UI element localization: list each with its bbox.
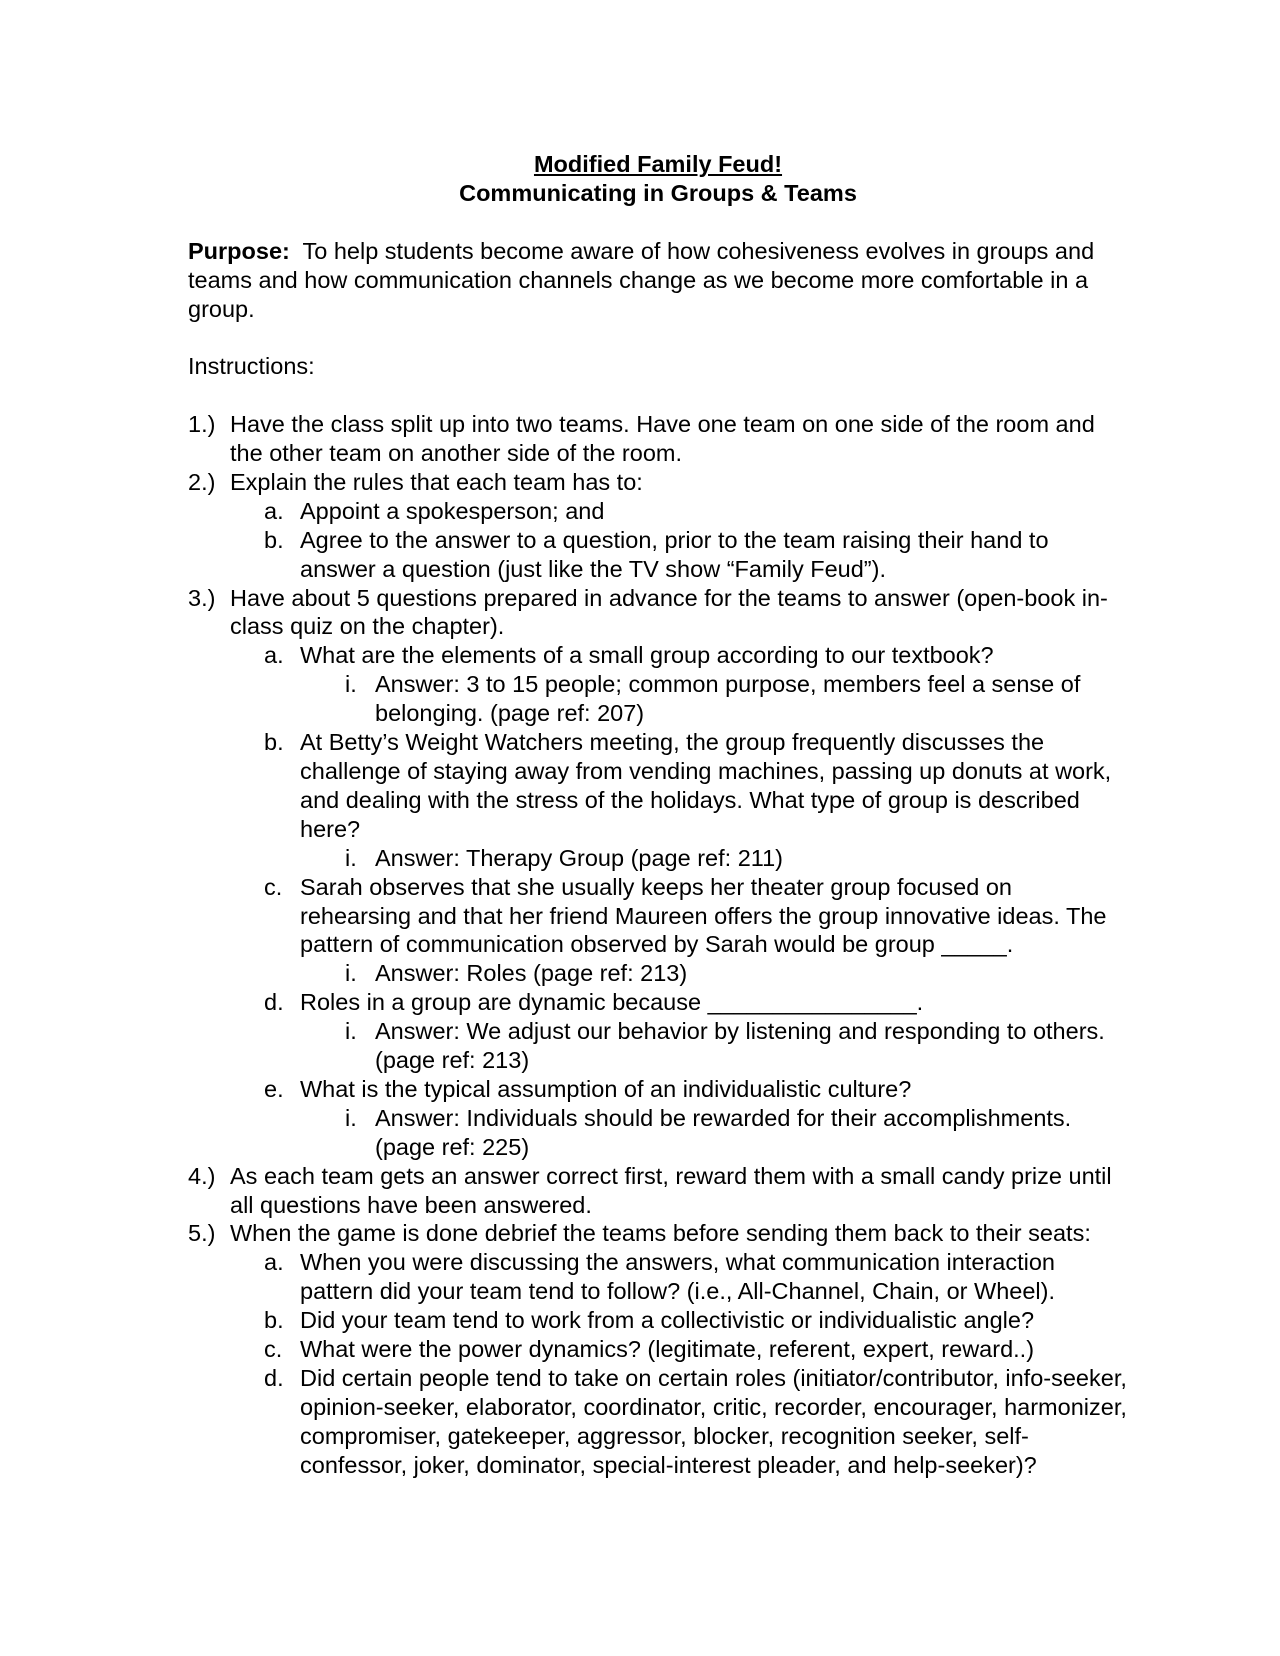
debrief-marker: a. — [264, 1249, 284, 1276]
question-item — [264, 988, 1128, 1075]
sub-marker: b. — [264, 526, 284, 553]
debrief-text: When you were discussing the answers, what communication interaction pattern did your team tend to follow? (i.e., All-Channel, Chain, or Wheel). — [300, 1249, 1055, 1305]
question-text: At Betty’s Weight Watchers meeting, the group frequently discusses the challenge of staying away from vending machines, passing up donuts at work, and dealing with the stress of the holidays. What type of group is described here? — [300, 729, 1112, 842]
question-text: Roles in a group are dynamic because ________________. — [300, 989, 924, 1016]
debrief-item — [264, 1248, 1128, 1306]
answer-item — [345, 844, 1128, 873]
debrief-text: Did your team tend to work from a collectivistic or individualistic angle? — [300, 1307, 1035, 1334]
step-item — [188, 1219, 1128, 1479]
step-text: When the game is done debrief the teams before sending them back to their seats: — [230, 1220, 1091, 1247]
sub-list — [230, 497, 1128, 584]
answer-marker: i. — [345, 844, 357, 871]
answer-list — [300, 1104, 1128, 1162]
purpose-text: To help students become aware of how cohesiveness evolves in groups and teams and how communication channels change as we become more comfortable in a group. — [188, 237, 1095, 322]
step-marker: 2.) — [188, 468, 216, 495]
document-title: Modified Family Feud! — [533, 151, 783, 177]
step-item — [188, 468, 1128, 584]
sub-marker: a. — [264, 497, 284, 524]
question-marker: b. — [264, 729, 284, 756]
debrief-item — [264, 1306, 1128, 1335]
question-list — [230, 641, 1128, 1161]
debrief-text: Did certain people tend to take on certain roles (initiator/contributor, info-seeker, opinion-seeker, elaborator, coordinator, critic, recorder, encourager, harmonizer, compromiser, gatekeeper, aggressor, blocker, recognition seeker, self-confessor, joker, dominator, special-interest pleader, and help-seeker)? — [300, 1365, 1127, 1478]
step-marker: 3.) — [188, 584, 216, 611]
debrief-item — [264, 1364, 1128, 1480]
answer-item — [345, 1017, 1128, 1075]
answer-marker: i. — [345, 960, 357, 987]
answer-text: Answer: We adjust our behavior by listening and responding to others. (page ref: 213) — [375, 1018, 1105, 1074]
answer-list — [300, 670, 1128, 728]
purpose-paragraph — [188, 237, 1128, 324]
answer-item — [345, 959, 1128, 988]
sub-text: Appoint a spokesperson; and — [300, 497, 605, 524]
debrief-list — [230, 1248, 1128, 1479]
step-text: Have about 5 questions prepared in advance for the teams to answer (open-book in-class quiz on the chapter). — [230, 584, 1108, 640]
question-marker: c. — [264, 873, 283, 900]
question-item — [264, 1075, 1128, 1162]
step-item — [188, 410, 1128, 468]
instructions-label: Instructions: — [188, 353, 315, 380]
question-text: What is the typical assumption of an individualistic culture? — [300, 1075, 912, 1102]
answer-text: Answer: Roles (page ref: 213) — [375, 960, 688, 987]
answer-marker: i. — [345, 671, 357, 698]
question-marker: e. — [264, 1075, 284, 1102]
document-page — [188, 150, 1128, 1480]
answer-text: Answer: 3 to 15 people; common purpose, members feel a sense of belonging. (page ref: 207) — [375, 671, 1081, 727]
step-text: Have the class split up into two teams. Have one team on one side of the room and the other team on another side of the room. — [230, 411, 1095, 467]
answer-text: Answer: Individuals should be rewarded for their accomplishments. (page ref: 225) — [375, 1104, 1072, 1160]
answer-list — [300, 1017, 1128, 1075]
answer-item — [345, 1104, 1128, 1162]
purpose-label: Purpose: — [188, 237, 290, 264]
question-item — [264, 728, 1128, 873]
question-text: What are the elements of a small group according to our textbook? — [300, 642, 994, 669]
debrief-item — [264, 1335, 1128, 1364]
answer-list — [300, 959, 1128, 988]
answer-item — [345, 670, 1128, 728]
answer-list — [300, 844, 1128, 873]
step-item — [188, 584, 1128, 1162]
debrief-text: What were the power dynamics? (legitimate, referent, expert, reward..) — [300, 1336, 1035, 1363]
step-marker: 5.) — [188, 1220, 216, 1247]
sub-item — [264, 526, 1128, 584]
question-text: Sarah observes that she usually keeps her theater group focused on rehearsing and that her friend Maureen offers the group innovative ideas. The pattern of communication observed by Sarah would be group _____. — [300, 873, 1107, 958]
step-marker: 4.) — [188, 1162, 216, 1189]
question-marker: d. — [264, 989, 284, 1016]
answer-text: Answer: Therapy Group (page ref: 211) — [375, 844, 783, 871]
sub-text: Agree to the answer to a question, prior to the team raising their hand to answer a question (just like the TV show “Family Feud”). — [300, 526, 1049, 582]
document-subtitle: Communicating in Groups & Teams — [459, 179, 857, 206]
step-text: As each team gets an answer correct first, reward them with a small candy prize until all questions have been answered. — [230, 1162, 1112, 1218]
question-item — [264, 873, 1128, 989]
step-marker: 1.) — [188, 411, 216, 438]
step-item — [188, 1162, 1128, 1220]
question-item — [264, 641, 1128, 728]
debrief-marker: d. — [264, 1365, 284, 1392]
answer-marker: i. — [345, 1104, 357, 1131]
answer-marker: i. — [345, 1018, 357, 1045]
question-marker: a. — [264, 642, 284, 669]
sub-item — [264, 497, 1128, 526]
instruction-steps — [188, 410, 1128, 1480]
step-text: Explain the rules that each team has to: — [230, 468, 643, 495]
debrief-marker: c. — [264, 1336, 283, 1363]
debrief-marker: b. — [264, 1307, 284, 1334]
